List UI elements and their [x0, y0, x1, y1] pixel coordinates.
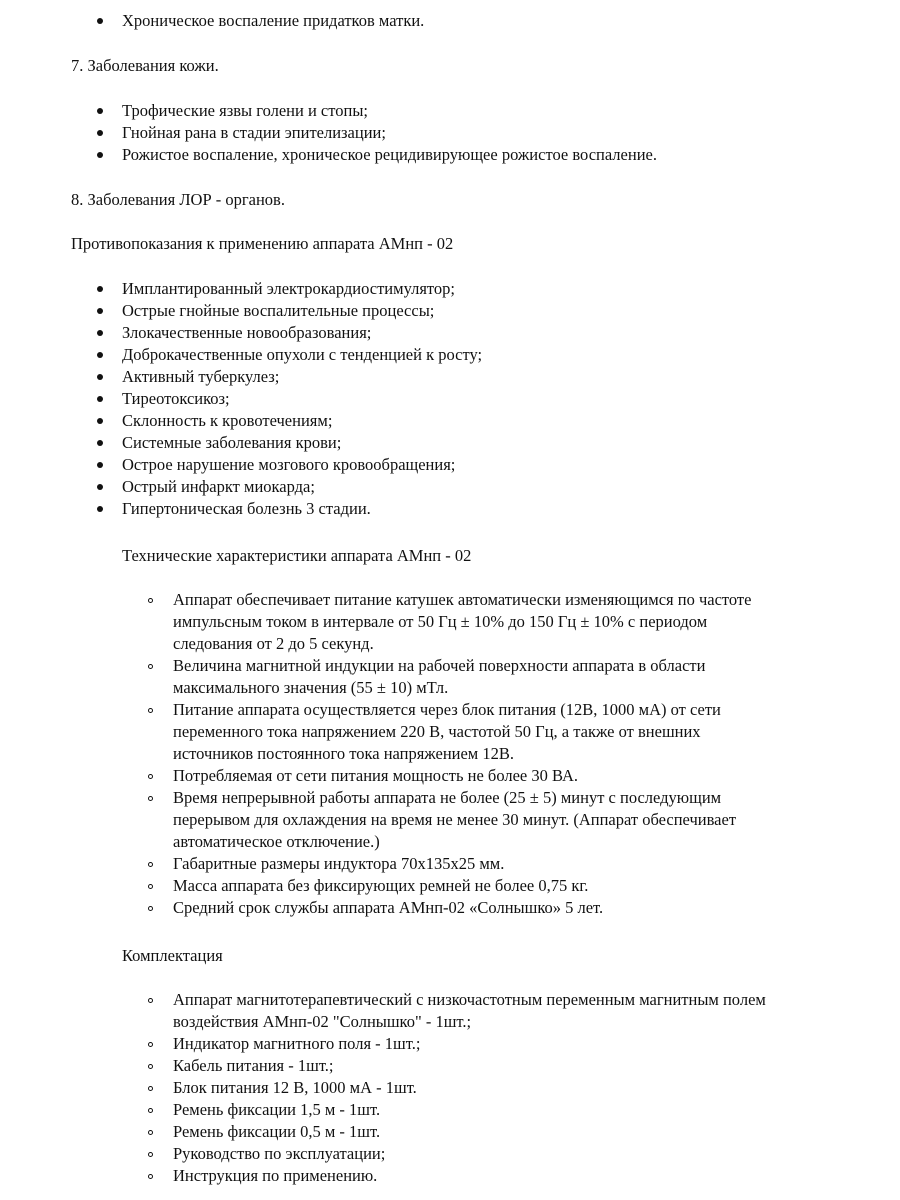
list-item-continuation: воздействия АМнп-02 "Солнышко" - 1шт.; — [173, 1012, 472, 1031]
list-item-continuation: автоматическое отключение.) — [173, 832, 380, 851]
bullet-disc-icon — [97, 462, 103, 468]
bullet-disc-icon — [97, 308, 103, 314]
bullet-circle-icon — [148, 1064, 153, 1069]
list-item: Активный туберкулез; — [122, 367, 280, 386]
list-item: Имплантированный электрокардиостимулятор; — [122, 279, 456, 298]
list-item: Острый инфаркт миокарда; — [122, 477, 315, 496]
list-item: Системные заболевания крови; — [122, 433, 342, 452]
list-item: Острое нарушение мозгового кровообращения; — [122, 455, 456, 474]
bullet-circle-icon — [148, 1152, 153, 1157]
list-item-continuation: импульсным током в интервале от 50 Гц ± 10% до 150 Гц ± 10% с периодом — [173, 612, 708, 631]
bullet-circle-icon — [148, 774, 153, 779]
list-item: Индикатор магнитного поля - 1шт.; — [173, 1034, 421, 1053]
contraindications-heading: Противопоказания к применению аппарата АМнп - 02 — [71, 234, 454, 253]
list-item: Инструкция по применению. — [173, 1166, 378, 1185]
list-item: Гнойная рана в стадии эпителизации; — [122, 123, 386, 142]
list-item: Величина магнитной индукции на рабочей поверхности аппарата в области — [173, 656, 706, 675]
bullet-circle-icon — [148, 1130, 153, 1135]
bullet-disc-icon — [97, 130, 103, 136]
list-item: Злокачественные новообразования; — [122, 323, 372, 342]
list-item: Гипертоническая болезнь 3 стадии. — [122, 499, 371, 518]
list-item: Хроническое воспаление придатков матки. — [122, 11, 425, 30]
list-item: Трофические язвы голени и стопы; — [122, 101, 368, 120]
bullet-circle-icon — [148, 1042, 153, 1047]
bullet-circle-icon — [148, 1108, 153, 1113]
bullet-disc-icon — [97, 484, 103, 490]
list-item: Ремень фиксации 1,5 м - 1шт. — [173, 1100, 381, 1119]
list-item: Аппарат обеспечивает питание катушек автоматически изменяющимся по частоте — [173, 590, 752, 609]
list-item: Блок питания 12 В, 1000 мА - 1шт. — [173, 1078, 417, 1097]
list-item-continuation: переменного тока напряжением 220 В, частотой 50 Гц, а также от внешних — [173, 722, 701, 741]
list-item: Рожистое воспаление, хроническое рецидивирующее рожистое воспаление. — [122, 145, 657, 164]
list-item-continuation: следования от 2 до 5 секунд. — [173, 634, 374, 653]
list-item-continuation: источников постоянного тока напряжением 12В. — [173, 744, 514, 763]
bullet-disc-icon — [97, 374, 103, 380]
section-heading-ent: 8. Заболевания ЛОР - органов. — [71, 190, 285, 209]
list-item: Ремень фиксации 0,5 м - 1шт. — [173, 1122, 381, 1141]
bullet-circle-icon — [148, 998, 153, 1003]
bullet-disc-icon — [97, 108, 103, 114]
bullet-disc-icon — [97, 418, 103, 424]
list-item: Габаритные размеры индуктора 70х135х25 мм. — [173, 854, 505, 873]
bullet-disc-icon — [97, 18, 103, 24]
bullet-circle-icon — [148, 906, 153, 911]
list-item: Питание аппарата осуществляется через блок питания (12В, 1000 мА) от сети — [173, 700, 721, 719]
list-item: Потребляемая от сети питания мощность не более 30 ВА. — [173, 766, 578, 785]
list-item: Доброкачественные опухоли с тенденцией к росту; — [122, 345, 483, 364]
bullet-circle-icon — [148, 796, 153, 801]
list-item: Аппарат магнитотерапевтический с низкочастотным переменным магнитным полем — [173, 990, 766, 1009]
list-item: Острые гнойные воспалительные процессы; — [122, 301, 435, 320]
bullet-circle-icon — [148, 708, 153, 713]
list-item: Средний срок службы аппарата АМнп-02 «Солнышко» 5 лет. — [173, 898, 604, 917]
list-item: Время непрерывной работы аппарата не более (25 ± 5) минут с последующим — [173, 788, 722, 807]
bullet-disc-icon — [97, 506, 103, 512]
bullet-disc-icon — [97, 330, 103, 336]
bullet-disc-icon — [97, 286, 103, 292]
list-item: Кабель питания - 1шт.; — [173, 1056, 334, 1075]
list-item-continuation: максимального значения (55 ± 10) мТл. — [173, 678, 449, 697]
bullet-circle-icon — [148, 664, 153, 669]
list-item-continuation: перерывом для охлаждения на время не менее 30 минут. (Аппарат обеспечивает — [173, 810, 737, 829]
bullet-circle-icon — [148, 1086, 153, 1091]
bullet-circle-icon — [148, 598, 153, 603]
specs-heading: Технические характеристики аппарата АМнп - 02 — [122, 546, 472, 565]
list-item: Масса аппарата без фиксирующих ремней не более 0,75 кг. — [173, 876, 589, 895]
bullet-circle-icon — [148, 862, 153, 867]
bullet-disc-icon — [97, 396, 103, 402]
list-item: Склонность к кровотечениям; — [122, 411, 333, 430]
section-heading-skin: 7. Заболевания кожи. — [71, 56, 219, 75]
list-item: Тиреотоксикоз; — [122, 389, 230, 408]
list-item: Руководство по эксплуатации; — [173, 1144, 386, 1163]
bullet-circle-icon — [148, 1174, 153, 1179]
bullet-disc-icon — [97, 440, 103, 446]
bullet-disc-icon — [97, 152, 103, 158]
bullet-circle-icon — [148, 884, 153, 889]
kit-heading: Комплектация — [122, 946, 223, 965]
bullet-disc-icon — [97, 352, 103, 358]
